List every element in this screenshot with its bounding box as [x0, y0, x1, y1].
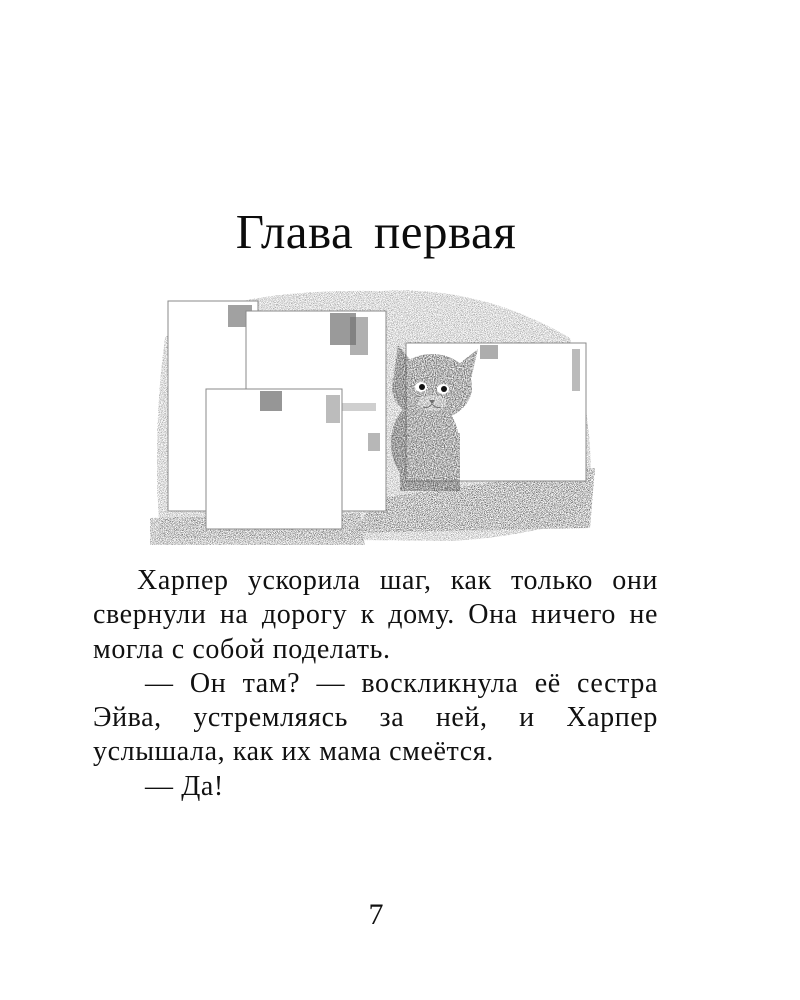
chapter-title: Глава первая [235, 204, 517, 259]
paragraph: Харпер ускорила шаг, как только они свернули на дорогу к дому. Она ничего не могла с собой поделать. [93, 565, 658, 665]
chapter-text [93, 564, 658, 804]
box-front [206, 389, 342, 529]
paragraph: — Он там? — воскликнула её сестра Эйва, устремляясь за ней, и Харпер услышала, как их мама смеётся. [93, 667, 658, 768]
paragraph: — Да! [145, 770, 224, 802]
kitten-among-boxes-icon [150, 283, 600, 553]
page-number: 7 [368, 898, 384, 931]
